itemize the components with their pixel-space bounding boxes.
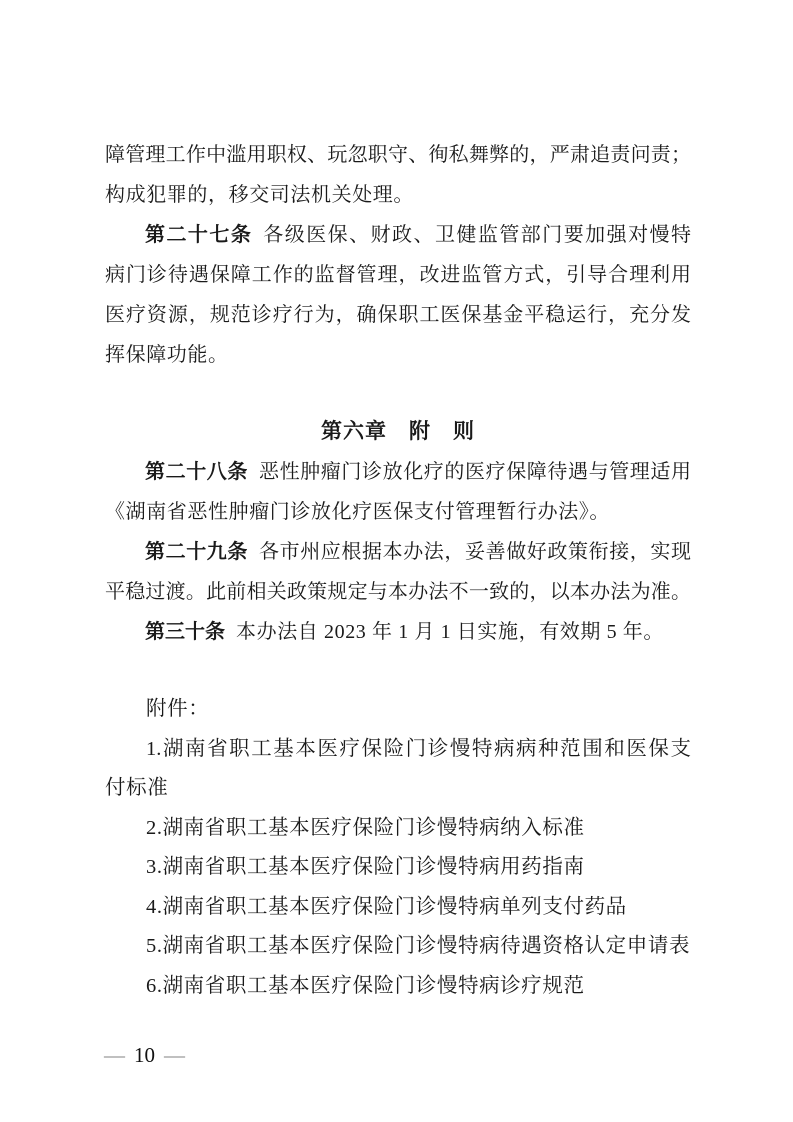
article-29-line-2: 平稳过渡。此前相关政策规定与本办法不一致的，以本办法为准。: [105, 581, 691, 603]
attachment-item-1-line-1: 1.湖南省职工基本医疗保险门诊慢特病病种范围和医保支: [146, 737, 691, 760]
article-28-text-1: 恶性肿瘤门诊放化疗的医疗保障待遇与管理适用: [259, 461, 691, 483]
article-30-line-1: [105, 612, 691, 652]
continuation-paragraph-line-2: 构成犯罪的，移交司法机关处理。: [105, 184, 414, 206]
footer-dash-right: —: [164, 1043, 185, 1067]
chapter-6-heading: 第六章 附 则: [321, 420, 475, 443]
article-28-line-1: [105, 452, 691, 492]
page-footer: [104, 1042, 185, 1068]
attachment-item-4: 4.湖南省职工基本医疗保险门诊慢特病单列支付药品: [146, 895, 627, 918]
article-27-line-2: 病门诊待遇保障工作的监督管理，改进监管方式，引导合理利用: [105, 264, 691, 286]
article-28-line-2: 《湖南省恶性肿瘤门诊放化疗医保支付管理暂行办法》。: [105, 501, 610, 523]
article-27-line-1: [105, 215, 691, 255]
attachment-item-6: 6.湖南省职工基本医疗保险门诊慢特病诊疗规范: [146, 974, 585, 997]
page-number: 10: [134, 1043, 155, 1067]
article-27-line-3: 医疗资源，规范诊疗行为，确保职工医保基金平稳运行，充分发: [105, 304, 691, 326]
attachment-item-3: 3.湖南省职工基本医疗保险门诊慢特病用药指南: [146, 856, 585, 878]
article-27-text-1: 各级医保、财政、卫健监管部门要加强对慢特: [263, 224, 692, 246]
article-30-text-1: 本办法自 2023 年 1 月 1 日实施，有效期 5 年。: [236, 621, 664, 643]
attachments-section: [105, 690, 691, 1006]
document-body: [105, 135, 691, 1006]
article-29-line-1: [105, 532, 691, 572]
footer-dash-left: —: [104, 1043, 125, 1067]
article-30-label: 第三十条: [145, 621, 225, 643]
article-28-label: 第二十八条: [145, 461, 248, 483]
article-29-text-1: 各市州应根据本办法，妥善做好政策衔接，实现: [259, 541, 691, 563]
attachments-heading: 附件：: [146, 698, 210, 720]
attachment-item-5: 5.湖南省职工基本医疗保险门诊慢特病待遇资格认定申请表: [146, 935, 691, 957]
article-29-label: 第二十九条: [145, 541, 248, 563]
article-27-line-4: 挥保障功能。: [105, 344, 229, 366]
continuation-paragraph-line-1: 障管理工作中滥用职权、玩忽职守、徇私舞弊的，严肃追责问责；: [105, 144, 691, 166]
article-27-label: 第二十七条: [145, 224, 253, 246]
attachment-item-2: 2.湖南省职工基本医疗保险门诊慢特病纳入标准: [146, 816, 585, 839]
attachment-item-1-line-2: 付标准: [105, 777, 169, 799]
